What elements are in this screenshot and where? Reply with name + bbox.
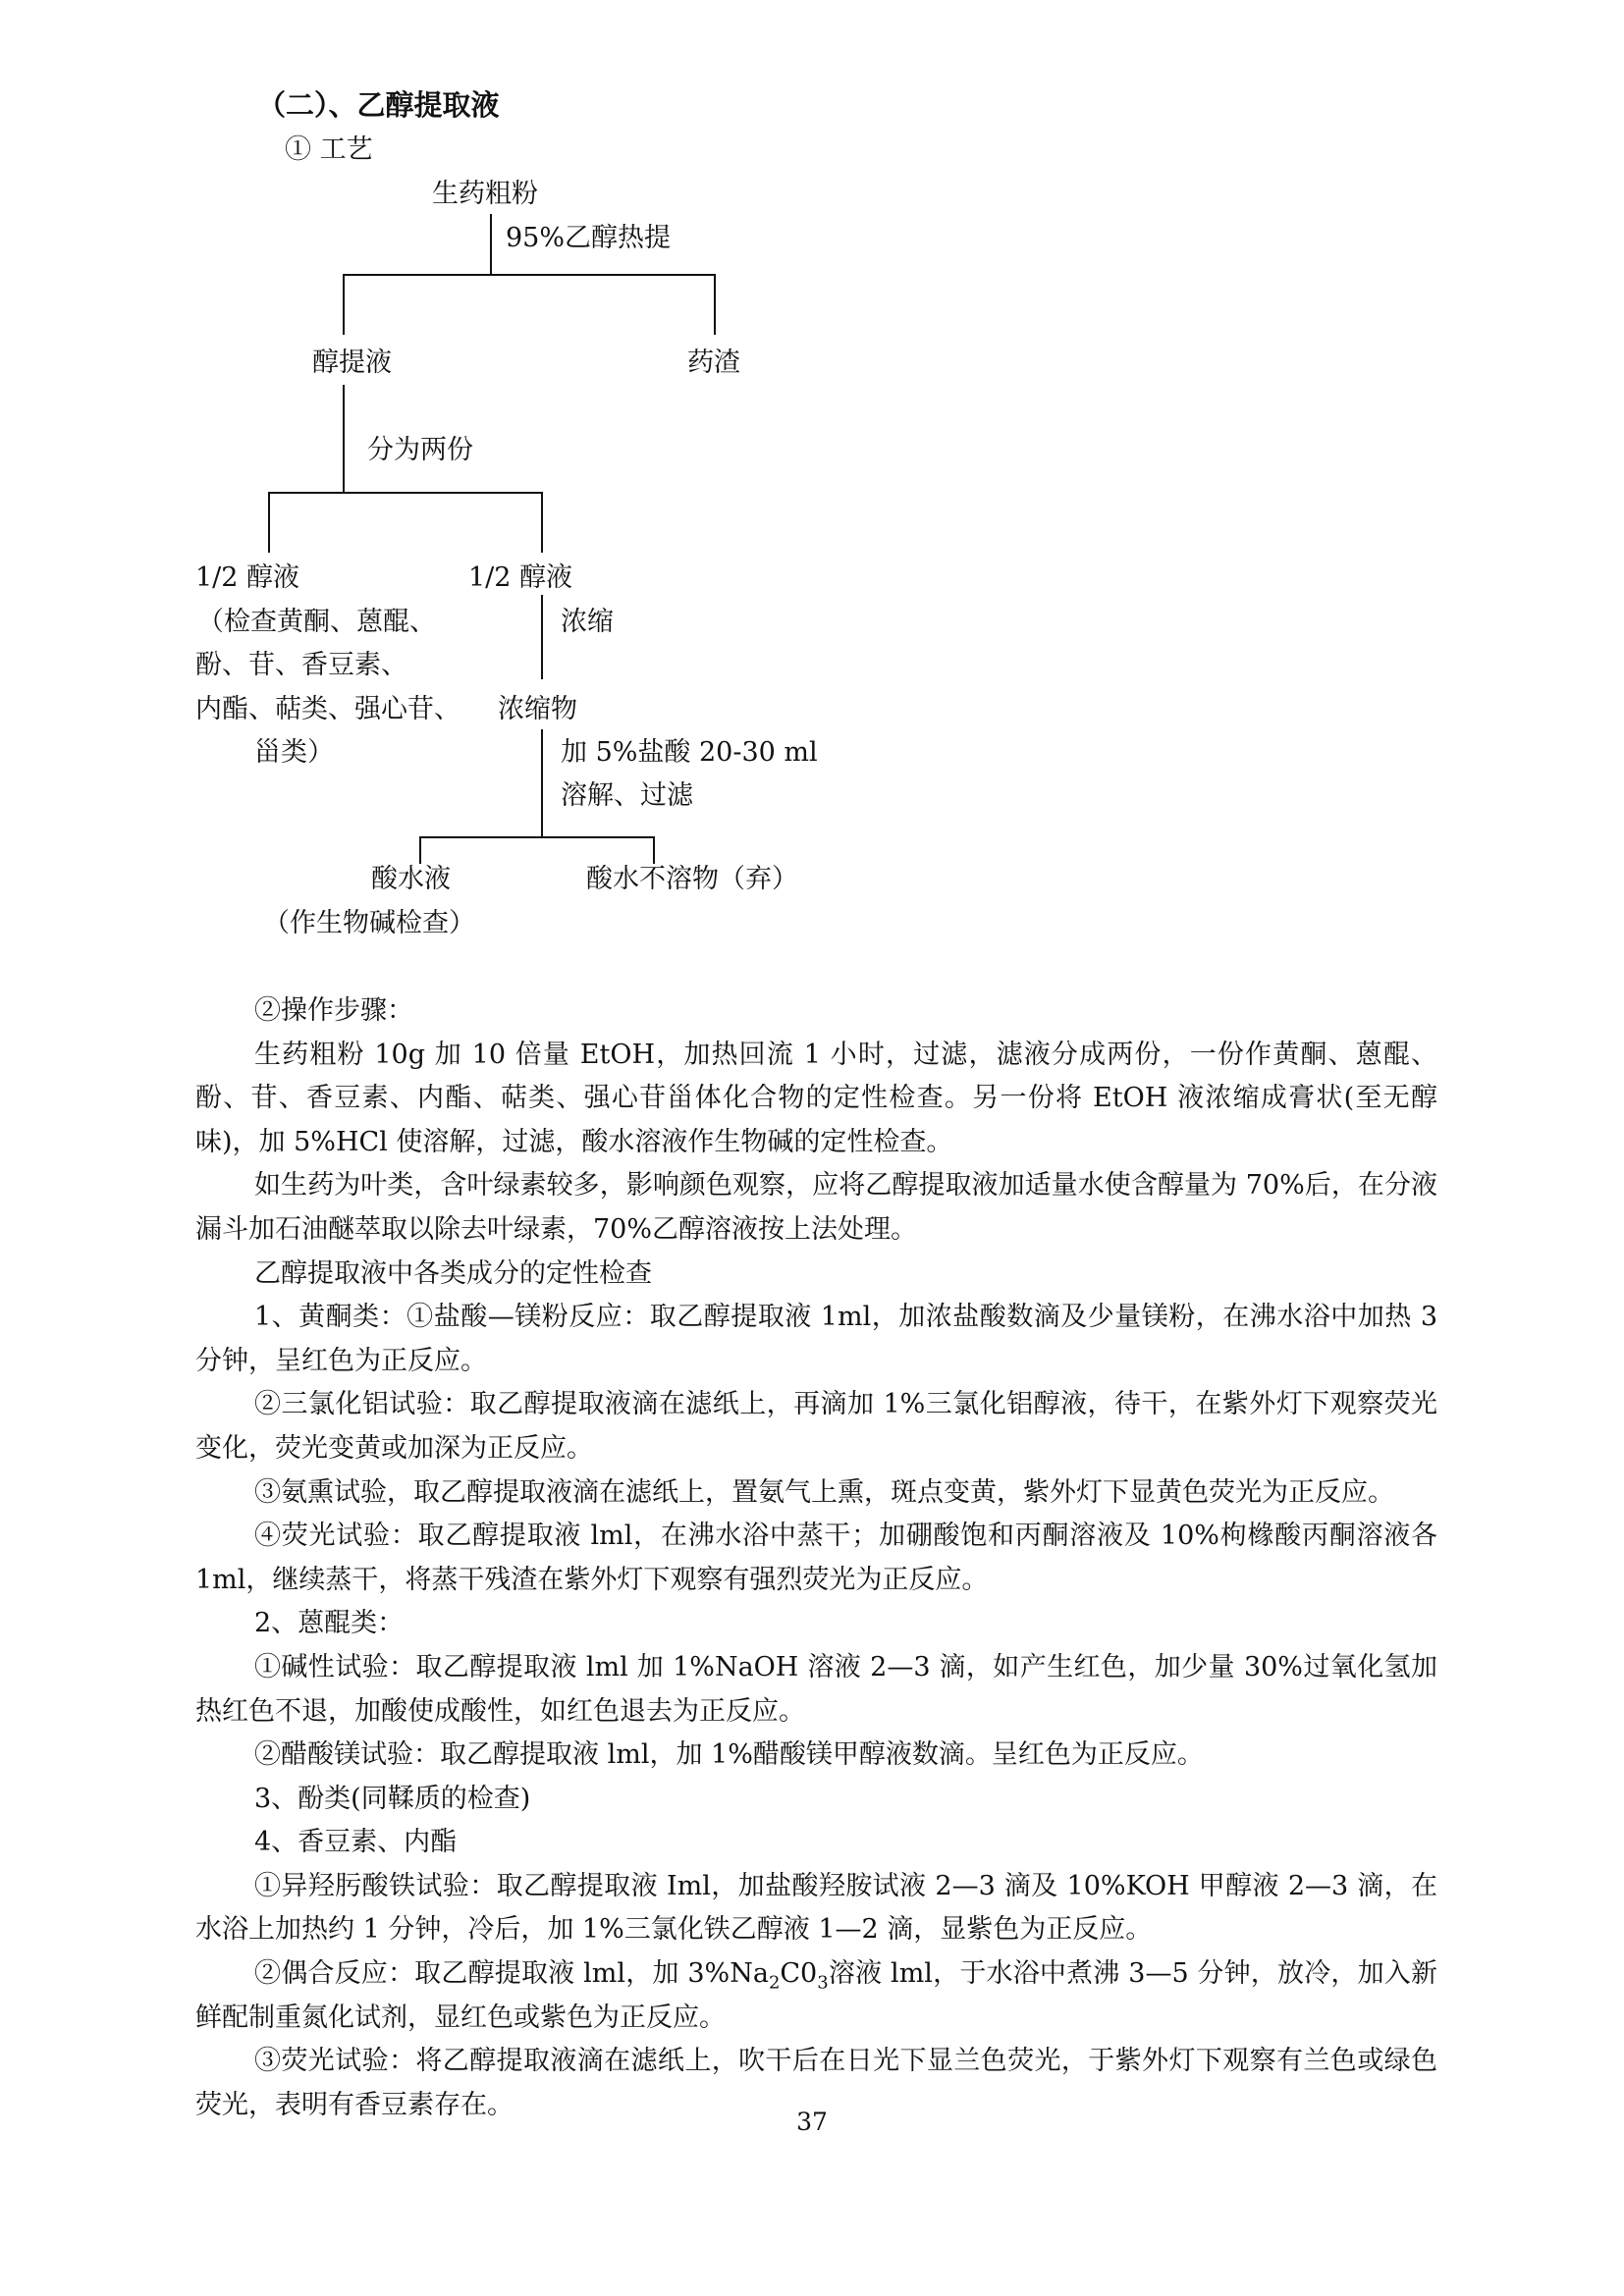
connector xyxy=(419,836,421,864)
node-alkaloid-note: （作生物碱检查） xyxy=(263,908,475,938)
connector xyxy=(541,729,543,837)
left-note-line-1: （检查黄酮、蒽醌、 xyxy=(197,607,436,637)
node-residue: 药渣 xyxy=(687,347,740,378)
left-note-line-4: 甾类） xyxy=(254,737,334,768)
paragraph: 3、酚类(同鞣质的检查) xyxy=(254,1783,531,1814)
connector xyxy=(343,274,345,335)
connector xyxy=(490,214,492,275)
coupling-subscript-2: 3 xyxy=(817,1972,829,1994)
node-raw-powder: 生药粗粉 xyxy=(432,179,538,209)
paragraph: ①异羟肟酸铁试验：取乙醇提取液 Iml，加盐酸羟胺试液 2—3 滴及 10%KOH 甲醇液 2—3 滴，在水浴上加热约 1 分钟，冷后，加 1%三氯化铁乙醇液 1—2 滴，显紫色为正反应。 xyxy=(195,1870,1437,1946)
paragraph: 乙醇提取液中各类成分的定性检查 xyxy=(254,1257,652,1289)
procedure-body xyxy=(195,989,1437,2127)
coupling-text-after: 溶液 lml，于水浴中煮沸 3—5 分钟，放冷，加入新鲜配制重氮化试剂，显红色或紫色为正反应。 xyxy=(195,1958,1437,2033)
connector xyxy=(541,595,543,679)
paragraph: ③荧光试验：将乙醇提取液滴在滤纸上，吹干后在日光下显兰色荧光，于紫外灯下观察有兰色或绿色荧光，表明有香豆素存在。 xyxy=(195,2046,1437,2120)
paragraph: ③氨熏试验，取乙醇提取液滴在滤纸上，置氨气上熏，斑点变黄，紫外灯下显黄色荧光为正反应。 xyxy=(254,1476,1394,1508)
connector xyxy=(343,385,345,493)
connector xyxy=(714,274,716,335)
paragraph: 4、香豆素、内酯 xyxy=(254,1827,458,1858)
left-note-line-3: 内酯、萜类、强心苷、 xyxy=(195,694,460,724)
paragraph-coupling-reaction xyxy=(195,1952,1437,2040)
label-acid-step-2: 溶解、过滤 xyxy=(561,780,693,811)
connector xyxy=(653,836,655,864)
page-number: 37 xyxy=(796,2108,828,2136)
paragraph: ④荧光试验：取乙醇提取液 lml，在沸水浴中蒸干；加硼酸饱和丙酮溶液及 10%枸橼酸丙酮溶液各 1ml，继续蒸干，将蒸干残渣在紫外灯下观察有强烈荧光为正反应。 xyxy=(195,1521,1437,1595)
paragraph: ①碱性试验：取乙醇提取液 lml 加 1%NaOH 溶液 2—3 滴，如产生红色，加少量 30%过氧化氢加热红色不退，加酸使成酸性，如红色退去为正反应。 xyxy=(195,1651,1437,1727)
coupling-subscript-1: 2 xyxy=(768,1972,781,1994)
connector xyxy=(419,836,655,838)
paragraph: 如生药为叶类，含叶绿素较多，影响颜色观察，应将乙醇提取液加适量水使含醇量为 70%后，在分液漏斗加石油醚萃取以除去叶绿素，70%乙醇溶液按上法处理。 xyxy=(195,1170,1437,1245)
paragraph: 生药粗粉 10g 加 10 倍量 EtOH，加热回流 1 小时，过滤，滤液分成两份，一份作黄酮、蒽醌、酚、苷、香豆素、内酯、萜类、强心苷甾体化合物的定性检查。另一份将 EtOH 液浓缩成膏状(至无醇味)，加 5%HCl 使溶解，过滤，酸水溶液作生物碱的定性检查。 xyxy=(195,1039,1437,1157)
paragraph: 1、黄酮类：①盐酸—镁粉反应：取乙醇提取液 1ml，加浓盐酸数滴及少量镁粉，在沸水浴中加热 3 分钟，呈红色为正反应。 xyxy=(195,1302,1437,1376)
node-acid-insoluble: 酸水不溶物（弃） xyxy=(586,864,798,894)
node-concentrate: 浓缩物 xyxy=(498,694,577,724)
paragraph: ②三氯化铝试验：取乙醇提取液滴在滤纸上，再滴加 1%三氯化铝醇液，待干，在紫外灯下观察荧光变化，荧光变黄或加深为正反应。 xyxy=(195,1389,1437,1464)
paragraph: ②醋酸镁试验：取乙醇提取液 lml，加 1%醋酸镁甲醇液数滴。呈红色为正反应。 xyxy=(254,1739,1204,1771)
label-hot-extract: 95%乙醇热提 xyxy=(506,223,672,253)
paragraph: 2、蒽醌类： xyxy=(254,1608,405,1639)
coupling-text-mid: C0 xyxy=(780,1958,818,1990)
paragraph: ②操作步骤： xyxy=(254,995,413,1026)
connector xyxy=(268,492,270,553)
label-split: 分为两份 xyxy=(367,435,473,465)
label-concentrate-step: 浓缩 xyxy=(561,607,614,637)
section-title: （二）、乙醇提取液 xyxy=(257,88,500,122)
label-acid-step-1: 加 5%盐酸 20-30 ml xyxy=(561,737,818,768)
left-note-line-2: 酚、苷、香豆素、 xyxy=(195,650,407,680)
node-half-right: 1/2 醇液 xyxy=(468,562,573,593)
connector xyxy=(268,492,543,494)
node-half-left: 1/2 醇液 xyxy=(195,562,300,593)
connector xyxy=(541,492,543,553)
coupling-text-before: ②偶合反应：取乙醇提取液 lml，加 3%Na xyxy=(254,1958,769,1990)
node-acid-water: 酸水液 xyxy=(371,864,451,894)
process-heading: ① 工艺 xyxy=(285,134,373,165)
connector xyxy=(343,274,716,276)
node-alcohol-extract: 醇提液 xyxy=(312,347,392,378)
